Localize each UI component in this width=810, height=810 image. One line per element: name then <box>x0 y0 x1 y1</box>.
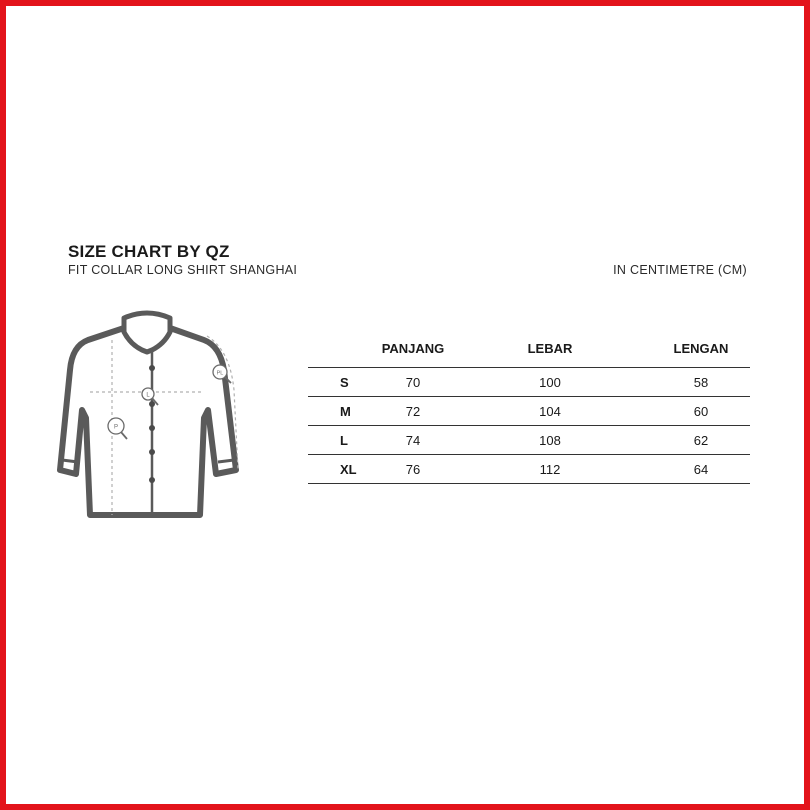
header-size <box>308 330 378 368</box>
lengan-cell: 58 <box>652 368 750 397</box>
header-panjang: PANJANG <box>378 330 448 368</box>
shirt-button <box>149 365 155 371</box>
table-row <box>308 455 750 484</box>
length-marker-icon <box>108 418 127 439</box>
table-row <box>308 397 750 426</box>
lengan-cell: 64 <box>652 455 750 484</box>
lengan-cell: 62 <box>652 426 750 455</box>
table-row <box>308 368 750 397</box>
shirt-diagram <box>52 310 252 530</box>
marker-label-p: P <box>113 424 119 431</box>
panjang-cell: 74 <box>378 426 448 455</box>
panjang-cell: 70 <box>378 368 448 397</box>
marker-label-l: L <box>146 392 150 399</box>
size-cell: L <box>308 426 378 455</box>
size-cell: S <box>308 368 378 397</box>
marker-label-pl: PL <box>216 370 224 377</box>
shirt-button <box>149 401 155 407</box>
product-subtitle: FIT COLLAR LONG SHIRT SHANGHAI <box>68 263 298 277</box>
size-table <box>308 330 750 484</box>
collar <box>124 313 170 352</box>
lengan-cell: 60 <box>652 397 750 426</box>
table-header-row <box>308 330 750 368</box>
table-row <box>308 426 750 455</box>
lebar-cell: 104 <box>448 397 652 426</box>
right-cuff <box>218 460 234 462</box>
shirt-button <box>149 425 155 431</box>
size-cell: M <box>308 397 378 426</box>
sleeve-marker-icon <box>213 365 231 383</box>
panjang-cell: 76 <box>378 455 448 484</box>
size-cell: XL <box>308 455 378 484</box>
unit-label: IN CENTIMETRE (CM) <box>613 263 747 277</box>
shirt-button <box>149 477 155 483</box>
panjang-cell: 72 <box>378 397 448 426</box>
shirt-button <box>149 449 155 455</box>
left-cuff <box>62 460 78 462</box>
chart-title: SIZE CHART BY QZ <box>68 242 230 261</box>
lebar-cell: 108 <box>448 426 652 455</box>
shirt-outline <box>60 328 236 515</box>
header-lebar: LEBAR <box>448 330 652 368</box>
header-lengan: LENGAN <box>652 330 750 368</box>
lebar-cell: 100 <box>448 368 652 397</box>
lebar-cell: 112 <box>448 455 652 484</box>
